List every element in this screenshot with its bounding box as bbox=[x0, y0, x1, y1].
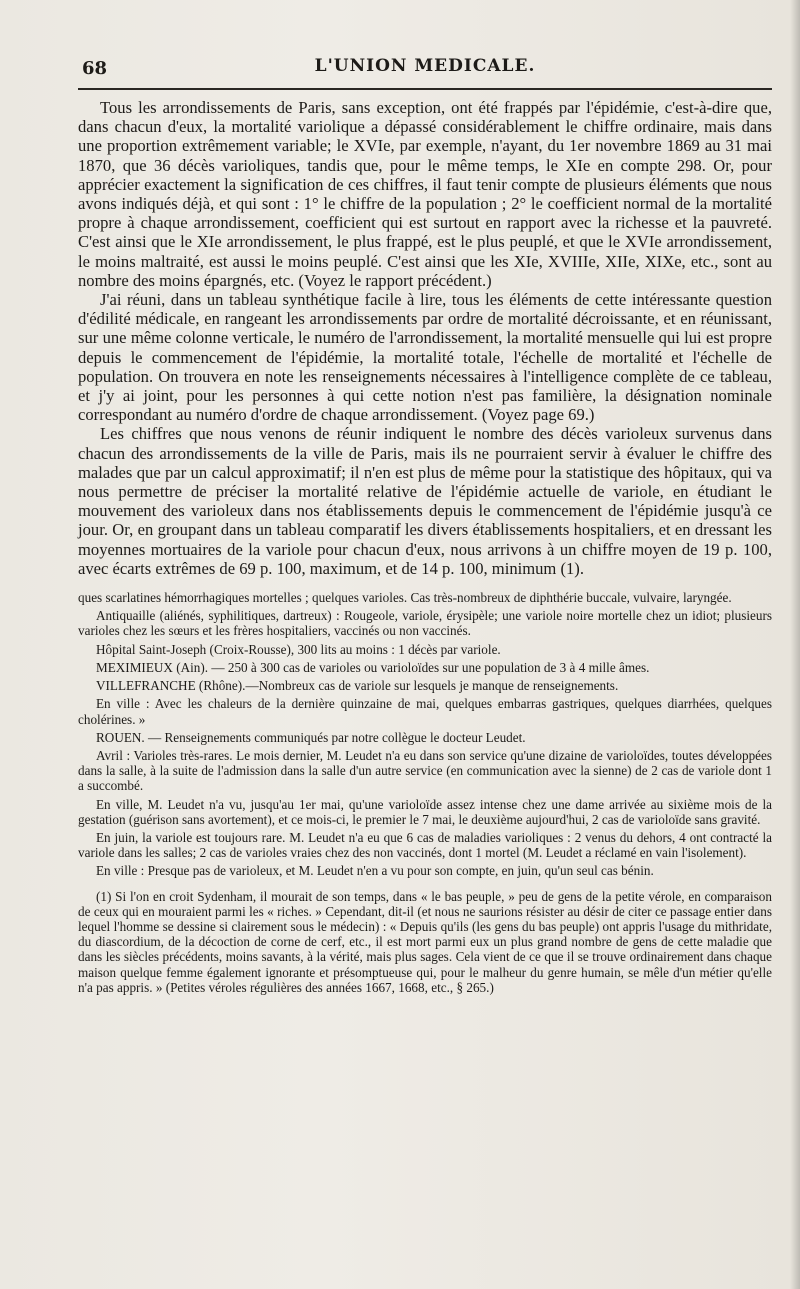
page-edge-shadow bbox=[790, 0, 800, 1289]
page-number: 68 bbox=[82, 58, 108, 79]
paragraph: Les chiffres que nous venons de réunir indiquent le nombre des décès varioleux survenus dans chacun des arrondissements de la ville de Paris, mais ils ne pourraient servir à évaluer le chiffre des malades que par un calcul approximatif; il n'en est plus de même pour la statistique des hôpitaux, qui va nous permettre de préciser la mortalité relative de l'épidémie actuelle de variole, en étudiant le mouvement des varioleux dans nos établissements depuis le commencement de l'épidémie jusqu'à ce jour. Or, en groupant dans un tableau comparatif les divers établissements hospitaliers, et en dressant les moyennes mortuaires de la variole pour chacun d'eux, nous arrivons à un chiffre moyen de 19 p. 100, avec écarts extrêmes de 69 p. 100, maximum, et de 14 p. 100, minimum (1). bbox=[78, 424, 772, 578]
note-paragraph: Hôpital Saint-Joseph (Croix-Rousse), 300 lits au moins : 1 décès par variole. bbox=[96, 641, 501, 657]
page-header bbox=[78, 0, 772, 90]
note-paragraph: ques scarlatines hémorrhagiques mortelles ; quelques varioles. Cas très-nombreux de diphthérie buccale, vulvaire, laryngée. bbox=[78, 590, 732, 606]
note-paragraph: En ville, M. Leudet n'a vu, jusqu'au 1er mai, qu'une varioloïde assez intense chez une dame arrivée au sixième mois de la gestation (guérison sans avortement), et ce mois-ci, le premier le 7 mai, le deuxième aujourd'hui, 2 cas de varioloïde sans gravité. bbox=[78, 796, 772, 827]
note-paragraph: En juin, la variole est toujours rare. M. Leudet n'a eu que 6 cas de maladies varioliques : 2 venus du dehors, 4 ont contracté la variole dans les salles; 2 cas de varioles vraies chez des non vaccinés, dont 1 mortel (M. Leudet a réclamé en vain l'isolement). bbox=[78, 829, 772, 861]
note-paragraph: En ville : Avec les chaleurs de la dernière quinzaine de mai, quelques embarras gastriques, quelques diarrhées, quelques cholérines. » bbox=[78, 696, 772, 727]
note-paragraph: Avril : Varioles très-rares. Le mois dernier, M. Leudet n'a eu dans son service qu'une dizaine de varioloïdes, toutes développées dans la salle, à la suite de l'admission dans la salle d'un autre service (en communication avec la sienne) de 2 cas de variole dont 1 a succombé. bbox=[78, 747, 772, 794]
footnote: (1) Si l'on en croit Sydenham, il mourait de son temps, dans « le bas peuple, » peu de gens de la petite vérole, en comparaison de ceux qui en mouraient parmi les « riches. » Cependant, dit-il (et nous ne saurions résister au désir de citer ce passage entier dans lequel l'homme se dessine si clairement sous le médecin) : « Depuis qu'ils (les gens du bas peuple) ont appris l'usage du mithridate, du diascordium, de la décoction de corne de cerf, etc., il est mort parmi eux un plus grand nombre de gens de cette maladie que dans les siècles précédents, moins savants, à la vérité, mais plus sages. Cela vient de ce que il se trouve ordinairement dans chaque maison quelque femme également ignorante et présomptueuse qui, pour le malheur du genre humain, se mêle d'un métier qu'elle n'a pas appris. » (Petites véroles régulières des années 1667, 1668, etc., § 265.) bbox=[78, 888, 772, 995]
note-paragraph: VILLEFRANCHE (Rhône).—Nombreux cas de variole sur lesquels je manque de renseignements. bbox=[96, 678, 619, 694]
note-paragraph: MEXIMIEUX (Ain). — 250 à 300 cas de varioles ou varioloïdes sur une population de 3 à 4 mille âmes. bbox=[96, 659, 650, 675]
paragraph: J'ai réuni, dans un tableau synthétique facile à lire, tous les éléments de cette intéressante question d'édilité médicale, en rangeant les arrondissements par ordre de mortalité décroissante, et en réunissant, sur une même colonne verticale, le numéro de l'arrondissement, la mortalité mensuelle qui lui est propre depuis le commencement de l'épidémie, la mortalité totale, l'échelle de mortalité et l'échelle de population. On trouvera en note les renseignements nécessaires à l'intelligence complète de ce tableau, et j'y ai joint, pour les personnes à qui cette notion n'est pas familière, la désignation nominale correspondant au numéro d'ordre de chaque arrondissement. (Voyez page 69.) bbox=[78, 290, 772, 425]
paragraph: Tous les arrondissements de Paris, sans exception, ont été frappés par l'épidémie, c'est-à-dire que, dans chacun d'eux, la mortalité variolique a dépassé considérablement le chiffre ordinaire, mais dans une proportion extrêmement variable; le XVIe, par exemple, n'ayant, du 1er novembre 1869 au 31 mai 1870, que 36 décès varioliques, tandis que, pour le même temps, le XIe en compte 298. Or, pour apprécier exactement la signification de ces chiffres, il faut tenir compte de plusieurs éléments que nous avons indiqués déjà, et qui sont : 1° le chiffre de la population ; 2° le coefficient normal de la mortalité propre à chaque arrondissement, coefficient qui est surtout en rapport avec la richesse et la pauvreté. C'est ainsi que le XIe arrondissement, le plus frappé, est le plus peuplé, et que le XVIe arrondissement, le moins maltraité, est aussi le moins peuplé. C'est ainsi que les XIe, XVIIIe, XIIe, XIXe, etc., sont au nombre des moins épargnés, etc. (Voyez le rapport précédent.) bbox=[78, 98, 772, 290]
notes-section bbox=[78, 590, 772, 878]
note-paragraph: En ville : Presque pas de varioleux, et M. Leudet n'en a vu pour son compte, en juin, qu'un seul cas bénin. bbox=[96, 863, 654, 879]
note-paragraph: Antiquaille (aliénés, syphilitiques, dartreux) : Rougeole, variole, érysipèle; une variole noire mortelle chez un idiot; plusieurs varioles chez les sœurs et les frères hospitaliers, vaccinés ou non vaccinés. bbox=[78, 608, 772, 639]
note-paragraph: ROUEN. — Renseignements communiqués par notre collègue le docteur Leudet. bbox=[96, 729, 526, 745]
running-title: L'UNION MEDICALE. bbox=[314, 56, 536, 76]
main-text bbox=[78, 98, 772, 578]
